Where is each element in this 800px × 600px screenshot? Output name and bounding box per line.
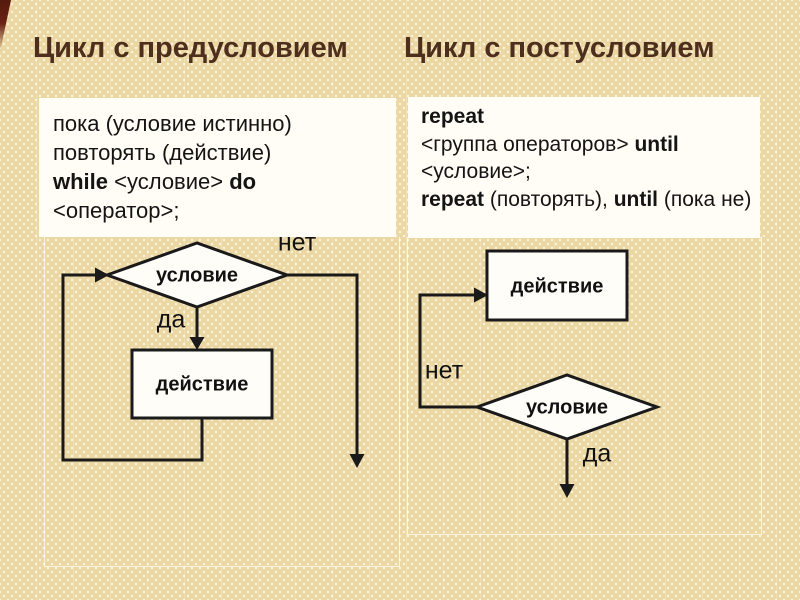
- code-text: <группа операторов>: [421, 132, 635, 156]
- action-box-label-left: действие: [155, 373, 249, 396]
- code-text: (повторять),: [484, 187, 614, 211]
- condition-diamond-label-right: условие: [525, 396, 609, 419]
- code-text: (пока не): [658, 187, 752, 211]
- code-line: <оператор>;: [53, 198, 180, 223]
- no-branch-label-left: нет: [277, 228, 317, 257]
- arrowhead-exit: [560, 484, 575, 498]
- page-title-left: Цикл с предусловием: [33, 32, 348, 64]
- keyword-until: until: [613, 187, 659, 211]
- no-branch-line: [420, 295, 477, 407]
- code-text: <условие>: [108, 169, 230, 194]
- code-line: пока (условие истинно): [53, 111, 292, 136]
- condition-diamond-label-left: условие: [155, 264, 239, 287]
- code-line: повторять (действие): [53, 140, 272, 165]
- no-branch-label-right: нет: [424, 356, 464, 385]
- yes-branch-label-right: да: [582, 439, 612, 468]
- no-branch-line: [287, 275, 357, 455]
- arrowhead-exit: [350, 454, 365, 468]
- keyword-repeat: repeat: [421, 187, 485, 211]
- arrowhead-into-action: [190, 337, 205, 350]
- keyword-do: do: [229, 169, 257, 194]
- keyword-repeat: repeat: [421, 105, 485, 128]
- action-box-label-right: действие: [510, 275, 604, 298]
- yes-branch-label-left: да: [156, 305, 186, 334]
- keyword-while: while: [53, 169, 109, 194]
- page-title-right: Цикл с постусловием: [404, 32, 715, 64]
- code-line: <условие>;: [421, 160, 531, 183]
- keyword-until: until: [634, 132, 679, 156]
